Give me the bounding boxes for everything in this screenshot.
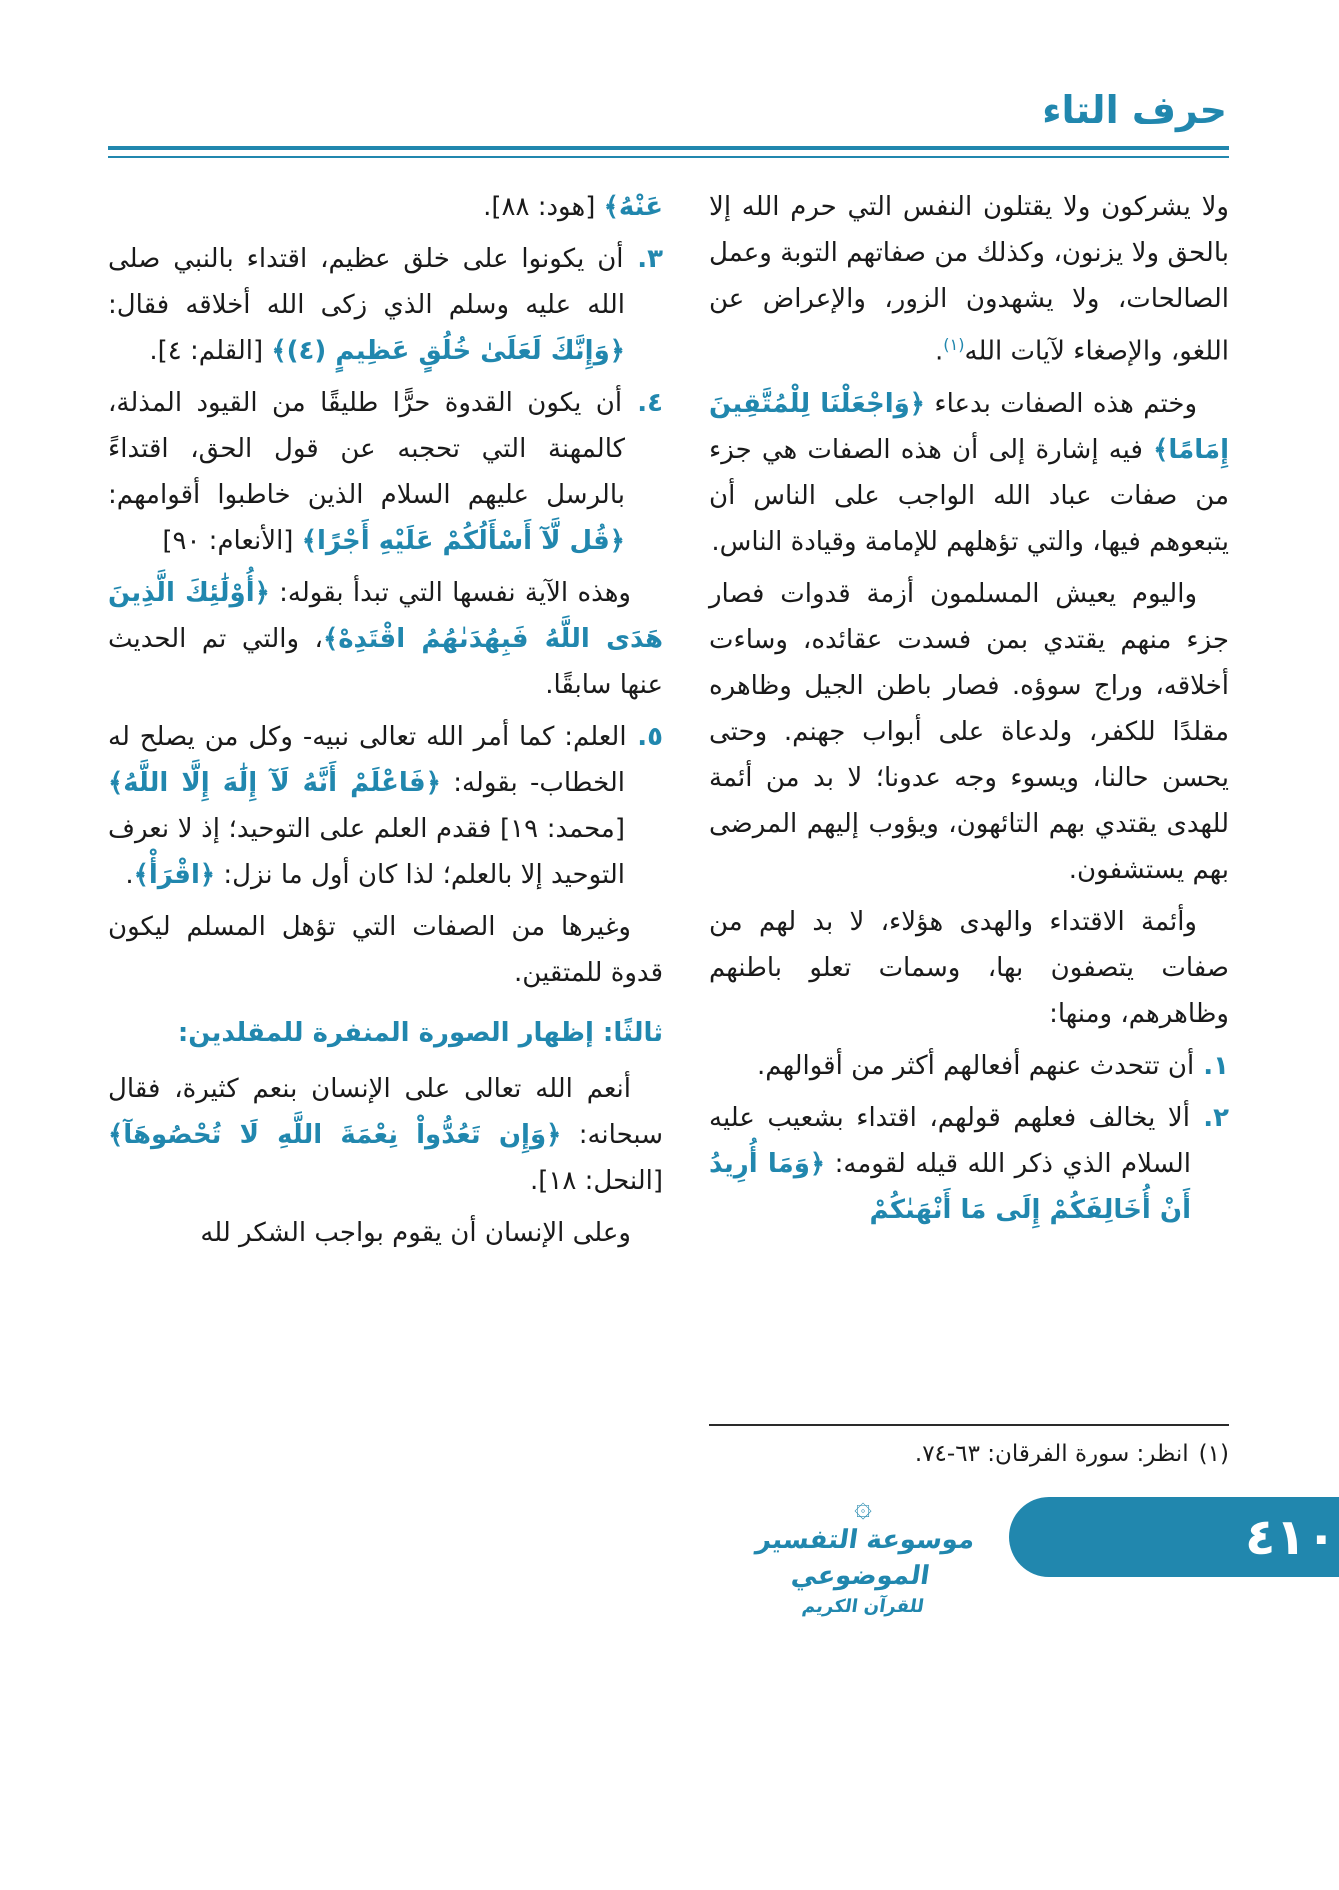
text-segment: وختم هذه الصفات بدعاء <box>925 388 1198 419</box>
text-segment: . <box>935 336 944 367</box>
page-number-band <box>1009 1497 1339 1577</box>
list-number: ١. <box>1194 1050 1229 1081</box>
publisher-logo <box>733 1489 993 1620</box>
text-segment: أن يكونوا على خلق عظيم، اقتداء بالنبي صلى الله عليه وسلم الذي زكى الله أخلاقه فقال: <box>108 244 625 320</box>
header-divider <box>108 146 1229 158</box>
footnote-marker: (١) <box>1198 1441 1229 1467</box>
text-segment: أنعم الله تعالى على الإنسان بنعم كثيرة، فقال سبحانه: <box>108 1074 663 1150</box>
paragraph <box>709 184 1229 375</box>
paragraph <box>108 570 663 708</box>
list-number: ٥. <box>626 722 663 752</box>
text-segment: العلم: كما أمر الله تعالى نبيه- وكل من يصلح له الخطاب- بقوله: <box>108 722 627 798</box>
text-segment: فقدم العلم على التوحيد؛ إذ لا نعرف التوحيد إلا بالعلم؛ لذا كان أول ما نزل: <box>108 814 625 890</box>
footnote-reference: (١) <box>943 335 965 354</box>
paragraph <box>709 899 1229 1037</box>
page-body <box>108 184 1229 1262</box>
paragraph <box>108 714 663 898</box>
text-segment: وأئمة الاقتداء والهدى هؤلاء، لا بد لهم من صفات يتصفون بها، وسمات تعلو باطنهم وظاهرهم، ومنها: <box>709 906 1229 1029</box>
paragraph <box>709 1043 1229 1089</box>
text-segment: . <box>125 860 134 890</box>
text-segment: واليوم يعيش المسلمون أزمة قدوات فصار جزء منهم يقتدي بمن فسدت عقائده، وساءت أخلاقه، وراج سوؤه. فصار باطن الجيل وظاهره مقلدًا للكفر، ولدعاة على أبواب جهنم. وحتى يحسن حالنا، ويسوء وجه عدونا؛ لا بد من أئمة للهدى يقتدي بهم التائهون، ويؤوب إليهم المرضى بهم يستشفون. <box>709 578 1229 885</box>
paragraph <box>108 380 663 564</box>
paragraph <box>108 184 663 230</box>
quran-verse: ﴿اقْرَأْ﴾ <box>133 860 216 890</box>
quran-verse: ﴿قُل لَّآ أَسْأَلُكُمْ عَلَيْهِ أَجْرًا﴾ <box>301 526 625 556</box>
quran-verse: ﴿أُوْلَٰئِكَ الَّذِينَ هَدَى اللَّهُ فَبِهُدَىٰهُمُ اقْتَدِهْ﴾ <box>108 578 663 654</box>
text-segment: ألا يخالف فعلهم قولهم، اقتداء بشعيب عليه السلام الذي ذكر الله قيله لقومه: <box>709 1102 1191 1179</box>
quran-verse: ﴿فَاعْلَمْ أَنَّهُ لَآ إِلَٰهَ إِلَّا اللَّهُ﴾ <box>108 768 441 798</box>
text-segment: أن تتحدث عنهم أفعالهم أكثر من أقوالهم. <box>757 1050 1195 1081</box>
verse-reference: [النحل: ١٨]. <box>530 1166 663 1196</box>
text-segment: وعلى الإنسان أن يقوم بواجب الشكر لله <box>200 1218 631 1248</box>
page-number: ٤١٠ <box>1245 1508 1337 1566</box>
paragraph <box>709 381 1229 565</box>
column-left <box>108 184 663 1262</box>
paragraph <box>108 904 663 996</box>
text-segment: وغيرها من الصفات التي تؤهل المسلم ليكون قدوة للمتقين. <box>108 912 663 988</box>
verse-reference: [القلم: ٤]. <box>149 336 272 366</box>
text-segment: ولا يشركون ولا يقتلون النفس التي حرم الله إلا بالحق ولا يزنون، وكذلك من صفاتهم التوبة وعمل الصالحات، ولا يشهدون الزور، والإعراض عن اللغو، والإصغاء لآيات الله <box>709 192 1229 367</box>
logo-title: موسوعة التفسير الموضوعي <box>754 1525 977 1591</box>
section-heading <box>108 1010 663 1056</box>
verse-reference: [الأنعام: ٩٠] <box>162 526 302 556</box>
text-segment: ، والتي تم الحديث عنها سابقًا. <box>108 624 663 700</box>
paragraph <box>108 1210 663 1256</box>
paragraph <box>108 236 663 374</box>
paragraph <box>709 1095 1229 1233</box>
logo-subtitle: للقرآن الكريم <box>800 1596 926 1617</box>
list-number: ٤. <box>622 388 663 418</box>
text-segment: فيه إشارة إلى أن هذه الصفات هي جزء من صفات عباد الله الواجب على الناس أن يتبعوهم فيها، والتي تؤهلهم للإمامة وقيادة الناس. <box>709 434 1229 557</box>
quran-verse: ﴿وَإِن تَعُدُّواْ نِعْمَةَ اللَّهِ لَا تُحْصُوهَآ﴾ <box>108 1120 562 1150</box>
paragraph <box>709 571 1229 893</box>
list-number: ٢. <box>1189 1102 1229 1133</box>
verse-reference: [هود: ٨٨]. <box>483 192 604 222</box>
text-segment: أن يكون القدوة حرًّا طليقًا من القيود المذلة، كالمهنة التي تحجبه عن قول الحق، اقتداءً بالرسل عليهم السلام الذين خاطبوا أقوامهم: <box>108 388 625 510</box>
quran-verse: عَنْهُ﴾ <box>603 192 663 222</box>
quran-verse: ﴿وَاجْعَلْنَا لِلْمُتَّقِينَ إِمَامًا﴾ <box>709 388 1229 465</box>
logo-ornament-icon: ۞ <box>854 1489 872 1524</box>
quran-verse: ﴿وَإِنَّكَ لَعَلَىٰ خُلُقٍ عَظِيمٍ (٤)﴾ <box>271 336 625 366</box>
paragraph <box>108 1066 663 1204</box>
list-number: ٣. <box>623 244 663 274</box>
footnote <box>709 1424 1229 1472</box>
verse-reference: [محمد: ١٩] <box>500 814 626 844</box>
text-segment: ثالثًا: إظهار الصورة المنفرة للمقلدين: <box>177 1018 663 1048</box>
quran-verse: ﴿وَمَا أُرِيدُ أَنْ أُخَالِفَكُمْ إِلَى مَا أَنْهَىٰكُمْ <box>709 1148 1191 1225</box>
text-segment: وهذه الآية نفسها التي تبدأ بقوله: <box>269 578 631 608</box>
footnote-text: انظر: سورة الفرقان: ٦٣-٧٤. <box>914 1441 1189 1467</box>
column-right <box>709 184 1229 1262</box>
page-header-title: حرف التاء <box>1042 88 1227 132</box>
